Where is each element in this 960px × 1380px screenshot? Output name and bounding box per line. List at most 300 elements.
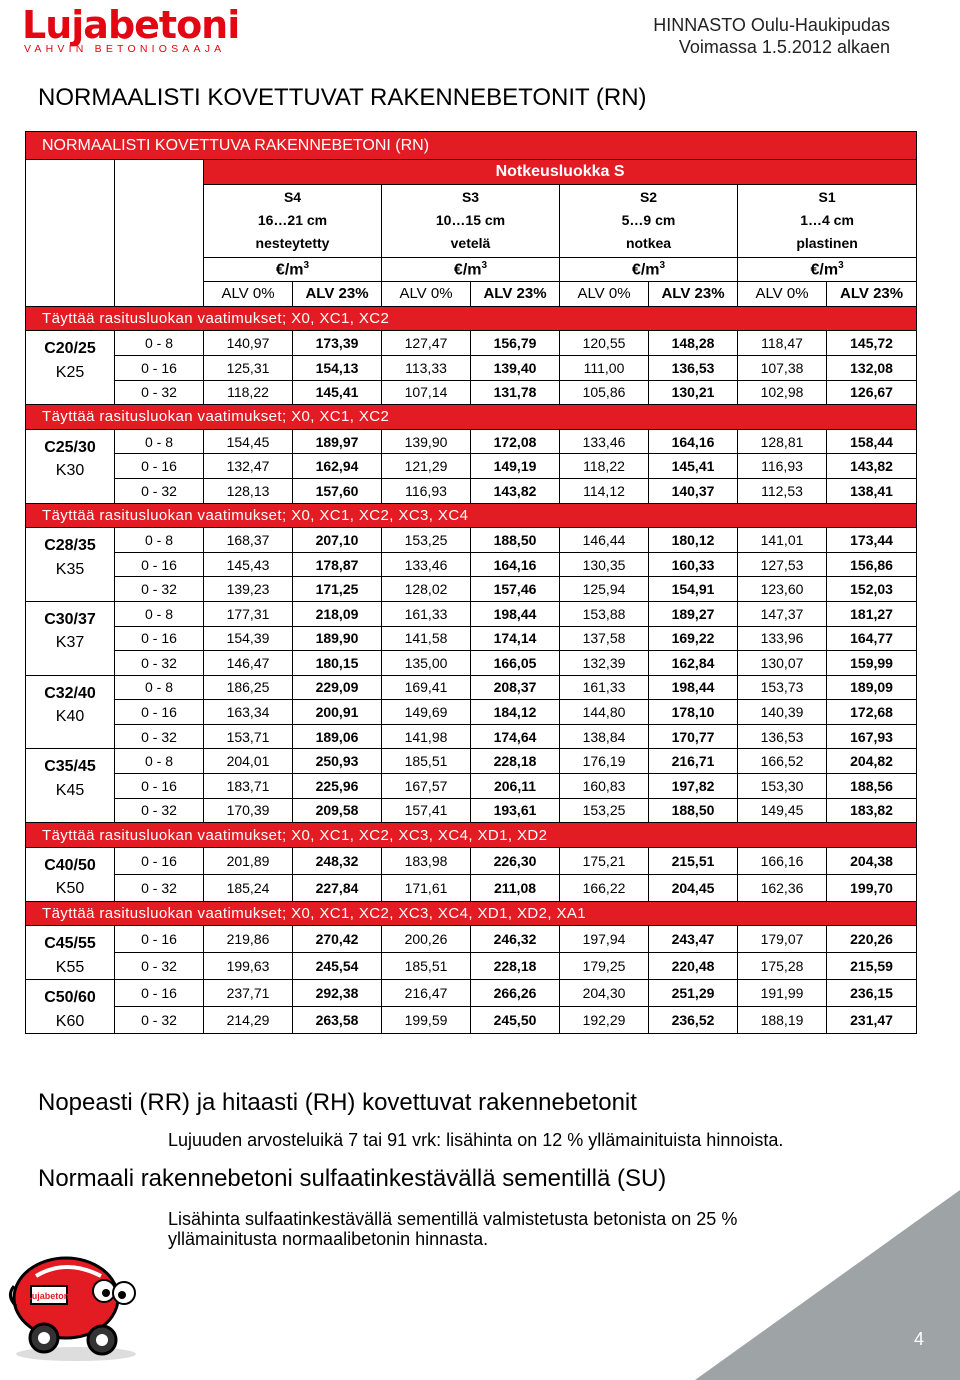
price-vat0-cell: 201,89 (204, 847, 293, 874)
price-vat0-cell: 170,39 (204, 798, 293, 823)
price-vat23-cell: 245,50 (471, 1007, 560, 1034)
mixer-truck-mascot (6, 1236, 156, 1366)
unit-text: €/m (275, 261, 304, 279)
price-vat23-cell: 180,12 (649, 528, 738, 553)
price-vat23-cell: 139,40 (471, 355, 560, 380)
table-row (26, 847, 917, 874)
strength-class-cell (26, 429, 115, 503)
price-vat0-cell: 186,25 (204, 675, 293, 700)
price-vat23-cell: 164,16 (649, 429, 738, 454)
strength-class-cell (26, 926, 115, 980)
vat0-header: ALV 0% (382, 282, 471, 307)
price-vat0-cell: 160,83 (560, 774, 649, 799)
aggregate-size-cell: 0 - 32 (115, 478, 204, 503)
price-vat23-cell: 204,38 (827, 847, 917, 874)
price-vat23-cell: 231,47 (827, 1007, 917, 1034)
section-row (26, 503, 917, 528)
price-vat0-cell: 105,86 (560, 380, 649, 405)
strength-header-line1: Lujuus- (41, 169, 99, 186)
price-vat23-cell: 145,72 (827, 331, 917, 356)
price-vat23-cell: 243,47 (649, 926, 738, 953)
price-vat23-cell: 157,46 (471, 577, 560, 602)
table-row (26, 926, 917, 953)
unit-cell (738, 257, 917, 282)
class-code: S2 (639, 189, 658, 206)
price-vat0-cell: 185,51 (382, 953, 471, 980)
price-vat0-cell: 141,01 (738, 528, 827, 553)
table-row (26, 552, 917, 577)
class-code: S1 (818, 189, 836, 206)
aggregate-size-cell: 0 - 8 (115, 528, 204, 553)
strength-class-c: C40/50 (44, 856, 96, 874)
strength-class-cell (26, 847, 115, 901)
table-row (26, 874, 917, 901)
price-vat23-cell: 156,79 (471, 331, 560, 356)
price-vat23-cell: 218,09 (293, 601, 382, 626)
price-vat0-cell: 153,30 (738, 774, 827, 799)
aggregate-size-cell: 0 - 16 (115, 626, 204, 651)
strength-class-c: C50/60 (44, 989, 96, 1007)
brand-logo (22, 4, 247, 54)
price-vat23-cell: 172,68 (827, 700, 917, 725)
price-vat0-cell: 125,94 (560, 577, 649, 602)
price-vat23-cell: 198,44 (649, 675, 738, 700)
price-vat23-cell: 266,26 (471, 980, 560, 1007)
su-text (168, 1209, 737, 1249)
price-vat0-cell: 185,51 (382, 749, 471, 774)
price-vat23-cell: 246,32 (471, 926, 560, 953)
price-vat23-cell: 167,93 (827, 724, 917, 749)
price-vat23-cell: 158,44 (827, 429, 917, 454)
price-vat23-cell: 170,77 (649, 724, 738, 749)
price-vat23-cell: 206,11 (471, 774, 560, 799)
unit-text: €/m (453, 261, 482, 279)
aggregate-size-cell: 0 - 8 (115, 331, 204, 356)
section-label: Täyttää rasitusluokan vaatimukset; X0, XC1, XC2 (26, 306, 917, 331)
aggregate-size-cell: 0 - 16 (115, 980, 204, 1007)
price-vat0-cell: 130,35 (560, 552, 649, 577)
class-name: notkea (625, 235, 672, 252)
price-vat0-cell: 188,19 (738, 1007, 827, 1034)
unit-cell (560, 257, 738, 282)
table-row (26, 798, 917, 823)
table-row (26, 577, 917, 602)
strength-class-k: K40 (55, 708, 85, 726)
price-vat0-cell: 127,53 (738, 552, 827, 577)
price-vat0-cell: 183,98 (382, 847, 471, 874)
aggregate-size-cell: 0 - 32 (115, 577, 204, 602)
price-vat23-cell: 250,93 (293, 749, 382, 774)
aggregate-size-cell: 0 - 32 (115, 798, 204, 823)
price-vat23-cell: 227,84 (293, 874, 382, 901)
price-vat23-cell: 200,91 (293, 700, 382, 725)
price-vat0-cell: 177,31 (204, 601, 293, 626)
price-vat0-cell: 179,07 (738, 926, 827, 953)
strength-header-line2: luokka (44, 192, 96, 210)
price-vat23-cell: 188,56 (827, 774, 917, 799)
strength-class-c: C45/55 (44, 935, 96, 953)
price-vat23-cell: 143,82 (827, 454, 917, 479)
brand-tagline: VAHVIN BETONIOSAAJA (24, 43, 226, 55)
price-vat0-cell: 237,71 (204, 980, 293, 1007)
price-vat23-cell: 131,78 (471, 380, 560, 405)
price-vat0-cell: 133,46 (560, 429, 649, 454)
price-vat23-cell: 164,77 (827, 626, 917, 651)
class-header-s4 (204, 184, 382, 257)
price-vat0-cell: 146,47 (204, 651, 293, 676)
unit-text: €/m (810, 261, 839, 279)
price-vat23-cell: 174,64 (471, 724, 560, 749)
price-vat23-cell: 216,71 (649, 749, 738, 774)
vat23-header: ALV 23% (649, 282, 738, 307)
strength-class-k: K60 (55, 1012, 85, 1030)
class-header-s1 (738, 184, 917, 257)
aggregate-size-cell: 0 - 16 (115, 774, 204, 799)
price-vat0-cell: 191,99 (738, 980, 827, 1007)
table-row (26, 700, 917, 725)
price-vat0-cell: 153,88 (560, 601, 649, 626)
price-vat0-cell: 118,22 (560, 454, 649, 479)
price-vat0-cell: 137,58 (560, 626, 649, 651)
brand-part-betoni: betoni (107, 3, 240, 47)
price-vat0-cell: 204,01 (204, 749, 293, 774)
price-vat0-cell: 149,45 (738, 798, 827, 823)
price-vat0-cell: 185,24 (204, 874, 293, 901)
aggregate-size-cell: 0 - 16 (115, 847, 204, 874)
price-vat23-cell: 225,96 (293, 774, 382, 799)
price-vat23-cell: 215,59 (827, 953, 917, 980)
table-row (26, 1007, 917, 1034)
price-vat23-cell: 172,08 (471, 429, 560, 454)
price-vat23-cell: 209,58 (293, 798, 382, 823)
price-vat0-cell: 139,23 (204, 577, 293, 602)
aggregate-size-cell: 0 - 32 (115, 380, 204, 405)
price-vat0-cell: 192,29 (560, 1007, 649, 1034)
price-vat23-cell: 229,09 (293, 675, 382, 700)
price-vat0-cell: 161,33 (560, 675, 649, 700)
table-title: NORMAALISTI KOVETTUVA RAKENNEBETONI (RN) (26, 132, 917, 160)
price-vat23-cell: 174,14 (471, 626, 560, 651)
price-vat23-cell: 236,15 (827, 980, 917, 1007)
strength-class-cell (26, 528, 115, 602)
table-row (26, 478, 917, 503)
price-vat0-cell: 199,63 (204, 953, 293, 980)
price-vat0-cell: 153,73 (738, 675, 827, 700)
price-vat0-cell: 154,39 (204, 626, 293, 651)
price-vat0-cell: 157,41 (382, 798, 471, 823)
table-row (26, 675, 917, 700)
table-row (26, 749, 917, 774)
price-vat0-cell: 149,69 (382, 700, 471, 725)
vat23-header: ALV 23% (293, 282, 382, 307)
price-vat23-cell: 169,22 (649, 626, 738, 651)
price-vat23-cell: 173,39 (293, 331, 382, 356)
aggregate-size-cell: 0 - 16 (115, 552, 204, 577)
strength-header-line3 (26, 213, 114, 241)
valid-from: Voimassa 1.5.2012 alkaen (678, 37, 890, 57)
table-row (26, 454, 917, 479)
strength-class-k: K45 (55, 781, 85, 799)
price-vat23-cell: 248,32 (293, 847, 382, 874)
table-row (26, 980, 917, 1007)
unit-cell (204, 257, 382, 282)
table-row (26, 626, 917, 651)
class-range: 10…15 cm (435, 212, 506, 229)
price-vat0-cell: 145,43 (204, 552, 293, 577)
doc-title: HINNASTO Oulu-Haukipudas (653, 15, 890, 35)
price-vat0-cell: 125,31 (204, 355, 293, 380)
price-vat0-cell: 197,94 (560, 926, 649, 953)
su-text-line2: yllämainitusta normaalibetonin hinnasta. (168, 1229, 489, 1249)
aggregate-size-header (115, 160, 204, 307)
price-vat0-cell: 219,86 (204, 926, 293, 953)
price-vat23-cell: 154,13 (293, 355, 382, 380)
price-vat0-cell: 161,33 (382, 601, 471, 626)
price-vat23-cell: 215,51 (649, 847, 738, 874)
price-vat0-cell: 147,37 (738, 601, 827, 626)
price-vat0-cell: 183,71 (204, 774, 293, 799)
price-vat0-cell: 112,53 (738, 478, 827, 503)
price-vat0-cell: 128,13 (204, 478, 293, 503)
price-vat23-cell: 199,70 (827, 874, 917, 901)
header-row-1 (26, 160, 917, 185)
class-range: 16…21 cm (257, 212, 328, 229)
price-vat0-cell: 175,21 (560, 847, 649, 874)
unit-sup: 3 (481, 259, 488, 271)
agg-header-line1: Max. (141, 169, 177, 186)
price-vat23-cell: 263,58 (293, 1007, 382, 1034)
price-vat0-cell: 136,53 (738, 724, 827, 749)
price-vat0-cell: 153,71 (204, 724, 293, 749)
unit-sup: 3 (838, 259, 844, 271)
price-vat23-cell: 156,86 (827, 552, 917, 577)
class-name: vetelä (450, 235, 491, 252)
rr-rh-text: Lujuuden arvosteluikä 7 tai 91 vrk: lisähinta on 12 % yllämainituista hinnoista. (168, 1130, 784, 1150)
price-vat23-cell: 164,16 (471, 552, 560, 577)
price-vat0-cell: 216,47 (382, 980, 471, 1007)
brand-wordmark (22, 4, 247, 46)
aggregate-size-cell: 0 - 8 (115, 675, 204, 700)
aggregate-size-cell: 0 - 16 (115, 700, 204, 725)
price-vat23-cell: 181,27 (827, 601, 917, 626)
section-row (26, 823, 917, 848)
price-vat0-cell: 111,00 (560, 355, 649, 380)
price-vat23-cell: 178,87 (293, 552, 382, 577)
price-vat0-cell: 107,14 (382, 380, 471, 405)
price-vat0-cell: 113,33 (382, 355, 471, 380)
price-vat0-cell: 114,12 (560, 478, 649, 503)
table-title-row (26, 132, 917, 160)
price-vat23-cell: 180,15 (293, 651, 382, 676)
price-vat23-cell: 189,09 (827, 675, 917, 700)
price-vat0-cell: 140,39 (738, 700, 827, 725)
price-vat23-cell: 136,53 (649, 355, 738, 380)
strength-class-k: K50 (55, 880, 85, 898)
class-code: S3 (461, 189, 480, 206)
vat0-header: ALV 0% (738, 282, 827, 307)
section-label: Täyttää rasitusluokan vaatimukset; X0, XC1, XC2, XC3, XC4, XD1, XD2, XA1 (26, 901, 917, 926)
price-table (25, 131, 917, 1034)
corner-decoration (695, 1190, 960, 1380)
section-label: Täyttää rasitusluokan vaatimukset; X0, XC1, XC2 (26, 405, 917, 430)
price-vat23-cell: 220,26 (827, 926, 917, 953)
price-vat0-cell: 175,28 (738, 953, 827, 980)
table-row (26, 331, 917, 356)
price-vat0-cell: 144,80 (560, 700, 649, 725)
price-vat23-cell: 162,84 (649, 651, 738, 676)
price-vat23-cell: 154,91 (649, 577, 738, 602)
unit-text: €/m (631, 261, 660, 279)
price-vat23-cell: 148,28 (649, 331, 738, 356)
price-vat0-cell: 107,38 (738, 355, 827, 380)
class-header-s3 (382, 184, 560, 257)
price-vat0-cell: 116,93 (382, 478, 471, 503)
strength-class-c: C20/25 (44, 340, 96, 358)
section-label: Täyttää rasitusluokan vaatimukset; X0, XC1, XC2, XC3, XC4, XD1, XD2 (26, 823, 917, 848)
price-vat0-cell: 139,90 (382, 429, 471, 454)
section-row (26, 306, 917, 331)
price-vat23-cell: 236,52 (649, 1007, 738, 1034)
aggregate-size-cell: 0 - 16 (115, 454, 204, 479)
price-vat0-cell: 171,61 (382, 874, 471, 901)
price-vat0-cell: 168,37 (204, 528, 293, 553)
price-vat23-cell: 166,05 (471, 651, 560, 676)
price-vat0-cell: 141,58 (382, 626, 471, 651)
su-text-line1: Lisähinta sulfaatinkestävällä sementillä valmistetusta betonista on 25 % (168, 1209, 738, 1229)
price-vat0-cell: 130,07 (738, 651, 827, 676)
strength-class-c: C30/37 (44, 610, 96, 628)
class-header-s2 (560, 184, 738, 257)
price-vat0-cell: 154,45 (204, 429, 293, 454)
price-vat0-cell: 166,52 (738, 749, 827, 774)
price-vat23-cell: 138,41 (827, 478, 917, 503)
table-row (26, 528, 917, 553)
price-vat0-cell: 118,47 (738, 331, 827, 356)
price-vat0-cell: 162,36 (738, 874, 827, 901)
price-vat23-cell: 160,33 (649, 552, 738, 577)
su-heading: Normaali rakennebetoni sulfaatinkestävällä sementillä (SU) (38, 1165, 667, 1192)
price-vat23-cell: 193,61 (471, 798, 560, 823)
price-vat23-cell: 251,29 (649, 980, 738, 1007)
table-row (26, 429, 917, 454)
strength-class-c: C32/40 (44, 684, 96, 702)
consistency-header: Notkeusluokka S (204, 160, 917, 185)
price-vat23-cell: 145,41 (649, 454, 738, 479)
price-vat0-cell: 179,25 (560, 953, 649, 980)
unit-sup: 3 (303, 259, 310, 271)
price-vat23-cell: 126,67 (827, 380, 917, 405)
price-vat0-cell: 123,60 (738, 577, 827, 602)
strength-class-cell (26, 675, 115, 749)
strength-header-sup: 2 (89, 219, 95, 230)
price-table-body (26, 132, 917, 1034)
price-vat23-cell: 228,18 (471, 953, 560, 980)
header-info (653, 14, 890, 58)
price-vat0-cell: 163,34 (204, 700, 293, 725)
aggregate-size-cell: 0 - 32 (115, 953, 204, 980)
price-vat23-cell: 198,44 (471, 601, 560, 626)
price-vat0-cell: 120,55 (560, 331, 649, 356)
price-vat0-cell: 118,22 (204, 380, 293, 405)
price-vat23-cell: 204,45 (649, 874, 738, 901)
table-row (26, 355, 917, 380)
price-vat0-cell: 176,19 (560, 749, 649, 774)
price-vat23-cell: 159,99 (827, 651, 917, 676)
strength-class-c: C35/45 (44, 758, 96, 776)
price-vat0-cell: 128,02 (382, 577, 471, 602)
price-vat23-cell: 143,82 (471, 478, 560, 503)
strength-class-k: K25 (55, 363, 85, 381)
price-vat23-cell: 184,12 (471, 700, 560, 725)
price-vat0-cell: 153,25 (560, 798, 649, 823)
price-vat0-cell: 138,84 (560, 724, 649, 749)
strength-class-k: K35 (55, 560, 85, 578)
price-vat23-cell: 211,08 (471, 874, 560, 901)
table-row (26, 774, 917, 799)
table-row (26, 651, 917, 676)
price-vat23-cell: 189,27 (649, 601, 738, 626)
section-row (26, 405, 917, 430)
price-vat23-cell: 245,54 (293, 953, 382, 980)
price-vat23-cell: 188,50 (471, 528, 560, 553)
price-vat23-cell: 173,44 (827, 528, 917, 553)
vat23-header: ALV 23% (827, 282, 917, 307)
agg-header-line2: raekoko (128, 192, 190, 210)
price-vat0-cell: 214,29 (204, 1007, 293, 1034)
price-vat23-cell: 270,42 (293, 926, 382, 953)
mascot-label: Lujabetoni (26, 1291, 72, 1301)
strength-class-cell (26, 601, 115, 675)
price-vat0-cell: 116,93 (738, 454, 827, 479)
aggregate-size-cell: 0 - 32 (115, 1007, 204, 1034)
brand-part-luja: Luja (22, 3, 108, 47)
price-vat0-cell: 153,25 (382, 528, 471, 553)
aggregate-size-cell: 0 - 16 (115, 355, 204, 380)
unit-cell (382, 257, 560, 282)
price-vat23-cell: 220,48 (649, 953, 738, 980)
price-vat0-cell: 166,22 (560, 874, 649, 901)
price-vat23-cell: 162,94 (293, 454, 382, 479)
aggregate-size-cell: 0 - 16 (115, 926, 204, 953)
section-row (26, 901, 917, 926)
section-label: Täyttää rasitusluokan vaatimukset; X0, XC1, XC2, XC3, XC4 (26, 503, 917, 528)
strength-class-c: C28/35 (44, 537, 96, 555)
price-vat23-cell: 189,06 (293, 724, 382, 749)
vat0-header: ALV 0% (560, 282, 649, 307)
price-vat23-cell: 228,18 (471, 749, 560, 774)
class-name: plastinen (796, 235, 858, 252)
price-vat0-cell: 127,47 (382, 331, 471, 356)
price-vat23-cell: 132,08 (827, 355, 917, 380)
price-vat0-cell: 199,59 (382, 1007, 471, 1034)
price-vat23-cell: 149,19 (471, 454, 560, 479)
strength-class-k: K55 (55, 958, 85, 976)
price-vat23-cell: 197,82 (649, 774, 738, 799)
price-vat23-cell: 207,10 (293, 528, 382, 553)
price-vat23-cell: 157,60 (293, 478, 382, 503)
price-vat0-cell: 141,98 (382, 724, 471, 749)
aggregate-size-cell: 0 - 32 (115, 724, 204, 749)
strength-class-k: K37 (55, 634, 85, 652)
price-vat0-cell: 204,30 (560, 980, 649, 1007)
strength-class-cell (26, 331, 115, 405)
price-vat0-cell: 146,44 (560, 528, 649, 553)
price-vat0-cell: 128,81 (738, 429, 827, 454)
class-name: nesteytetty (255, 235, 330, 252)
price-vat23-cell: 189,90 (293, 626, 382, 651)
price-vat23-cell: 171,25 (293, 577, 382, 602)
price-vat0-cell: 121,29 (382, 454, 471, 479)
